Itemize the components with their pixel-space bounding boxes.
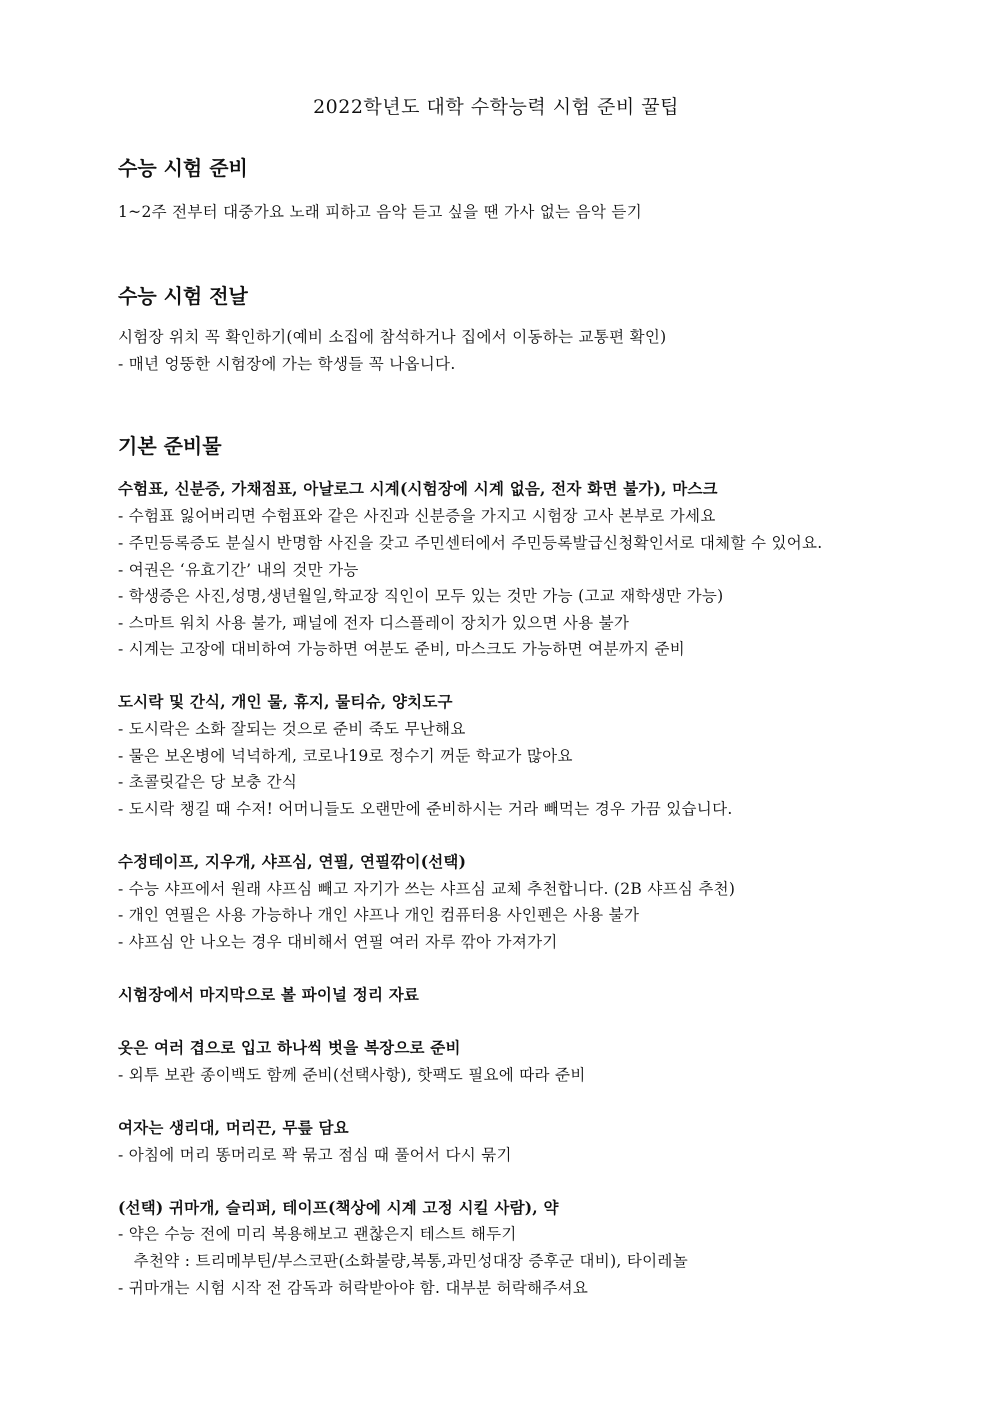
text-line: 1~2주 전부터 대중가요 노래 피하고 음악 듣고 싶을 땐 가사 없는 음악 듣기 — [118, 203, 642, 221]
list-item: - 시계는 고장에 대비하여 가능하면 여분도 준비, 마스크도 가능하면 여분까지 준비 — [118, 640, 686, 658]
group-title-final-notes: 시험장에서 마지막으로 볼 파이널 정리 자료 — [118, 985, 420, 1004]
text-line: - 매년 엉뚱한 시험장에 가는 학생들 꼭 나옵니다. — [118, 355, 456, 373]
list-item: - 초콜릿같은 당 보충 간식 — [118, 773, 298, 791]
section-heading-day-before: 수능 시험 전날 — [118, 284, 248, 308]
list-item: - 도시락 챙길 때 수저! 어머니들도 오랜만에 준비하시는 거라 빼먹는 경우 가끔 있습니다. — [118, 800, 733, 818]
section-heading-basic-items: 기본 준비물 — [118, 434, 222, 458]
list-item: - 귀마개는 시험 시작 전 감독과 허락받아야 함. 대부분 허락해주셔요 — [118, 1279, 589, 1297]
list-item: - 아침에 머리 똥머리로 꽉 묶고 점심 때 풀어서 다시 묶기 — [118, 1146, 512, 1164]
list-item: - 스마트 워치 사용 불가, 패널에 전자 디스플레이 장치가 있으면 사용 불가 — [118, 614, 630, 632]
section-heading-exam-prep: 수능 시험 준비 — [118, 156, 248, 180]
group-title-clothes: 옷은 여러 겹으로 입고 하나씩 벗을 복장으로 준비 — [118, 1038, 461, 1057]
group-title-optional-items: (선택) 귀마개, 슬리퍼, 테이프(책상에 시계 고정 시킬 사람), 약 — [118, 1198, 559, 1217]
list-item: - 학생증은 사진,성명,생년월일,학교장 직인이 모두 있는 것만 가능 (고교 재학생만 가능) — [118, 587, 724, 605]
document-title: 2022학년도 대학 수학능력 시험 준비 꿀팁 — [313, 96, 679, 118]
text-line: 시험장 위치 꼭 확인하기(예비 소집에 참석하거나 집에서 이동하는 교통편 확인) — [118, 328, 667, 346]
list-item: - 여권은 ‘유효기간’ 내의 것만 가능 — [118, 561, 359, 579]
list-item: - 외투 보관 종이백도 함께 준비(선택사항), 핫팩도 필요에 따라 준비 — [118, 1066, 586, 1084]
group-title-id-items: 수험표, 신분증, 가채점표, 아날로그 시계(시험장에 시계 없음, 전자 화면 불가), 마스크 — [118, 479, 718, 498]
list-item: - 개인 연필은 사용 가능하나 개인 샤프나 개인 컴퓨터용 사인펜은 사용 불가 — [118, 906, 640, 924]
list-item: - 도시락은 소화 잘되는 것으로 준비 죽도 무난해요 — [118, 720, 466, 738]
group-title-stationery: 수정테이프, 지우개, 샤프심, 연필, 연필깎이(선택) — [118, 852, 467, 871]
list-item: - 물은 보온병에 넉넉하게, 코로나19로 정수기 꺼둔 학교가 많아요 — [118, 747, 573, 765]
list-item: - 수험표 잃어버리면 수험표와 같은 사진과 신분증을 가지고 시험장 고사 본부로 가세요 — [118, 507, 716, 525]
list-item: - 주민등록증도 분실시 반명함 사진을 갖고 주민센터에서 주민등록발급신청확인서로 대체할 수 있어요. — [118, 534, 823, 552]
list-item: 추천약 : 트리메부틴/부스코판(소화불량,복통,과민성대장 증후군 대비), 타이레놀 — [118, 1252, 688, 1270]
list-item: - 약은 수능 전에 미리 복용해보고 괜찮은지 테스트 해두기 — [118, 1225, 517, 1243]
list-item: - 수능 샤프에서 원래 샤프심 빼고 자기가 쓰는 샤프심 교체 추천합니다. (2B 샤프심 추천) — [118, 880, 736, 898]
list-item: - 샤프심 안 나오는 경우 대비해서 연필 여러 자루 깎아 가져가기 — [118, 933, 558, 951]
group-title-female-items: 여자는 생리대, 머리끈, 무릎 담요 — [118, 1118, 349, 1137]
group-title-food: 도시락 및 간식, 개인 물, 휴지, 물티슈, 양치도구 — [118, 692, 453, 711]
